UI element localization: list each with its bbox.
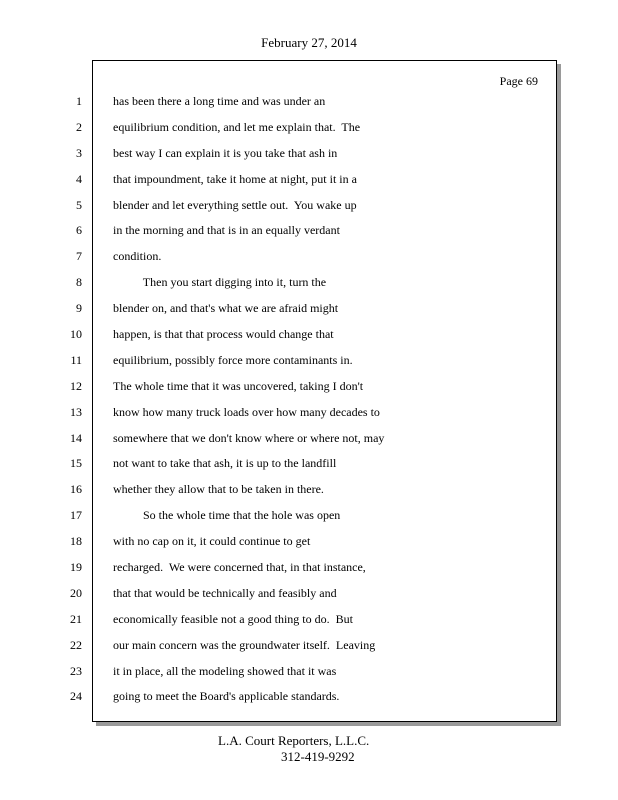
line-text: it in place, all the modeling showed that it was — [113, 663, 337, 678]
line-number: 21 — [70, 611, 82, 626]
line-text: not want to take that ash, it is up to the landfill — [113, 456, 337, 471]
line-text: somewhere that we don't know where or where not, may — [113, 430, 385, 445]
line-text: whether they allow that to be taken in there. — [113, 482, 324, 497]
transcript-line — [0, 426, 618, 452]
transcript-line — [0, 193, 618, 219]
line-number: 22 — [70, 637, 82, 652]
line-text: happen, is that that process would change that — [113, 327, 334, 342]
line-number: 11 — [70, 352, 82, 367]
line-number: 13 — [70, 404, 82, 419]
line-text: that that would be technically and feasibly and — [113, 585, 337, 600]
transcript-line — [0, 555, 618, 581]
line-number: 19 — [70, 560, 82, 575]
line-text: has been there a long time and was under an — [113, 94, 326, 108]
footer-reporter-name: L.A. Court Reporters, L.L.C. — [218, 733, 370, 748]
transcript-line — [0, 659, 618, 685]
line-number: 17 — [70, 508, 82, 523]
line-number: 23 — [70, 663, 82, 678]
transcript-line — [0, 607, 618, 633]
line-number: 12 — [70, 378, 82, 393]
line-number: 5 — [76, 197, 82, 212]
line-number: 1 — [76, 94, 82, 108]
transcript-line — [0, 89, 618, 115]
line-text: our main concern was the groundwater itself. Leaving — [113, 637, 376, 652]
transcript-line — [0, 503, 618, 529]
transcript-line — [0, 400, 618, 426]
transcript-lines — [0, 89, 618, 710]
line-number: 18 — [70, 534, 82, 549]
transcript-line — [0, 244, 618, 270]
transcript-line — [0, 167, 618, 193]
line-text: Then you start digging into it, turn the — [113, 275, 327, 290]
line-text: know how many truck loads over how many decades to — [113, 404, 380, 419]
line-number: 20 — [70, 585, 82, 600]
transcript-line — [0, 141, 618, 167]
line-text: So the whole time that the hole was open — [113, 508, 341, 523]
line-text: going to meet the Board's applicable standards. — [113, 689, 340, 704]
line-text: condition. — [113, 249, 162, 264]
line-number: 4 — [76, 171, 82, 186]
line-number: 15 — [70, 456, 82, 471]
line-text: equilibrium, possibly force more contaminants in. — [113, 352, 353, 367]
transcript-line — [0, 270, 618, 296]
transcript-line — [0, 322, 618, 348]
line-text: in the morning and that is in an equally verdant — [113, 223, 340, 238]
page-number: Page 69 — [499, 74, 538, 88]
footer-phone: 312-419-9292 — [281, 749, 355, 764]
line-number: 3 — [76, 145, 82, 160]
line-number: 2 — [76, 119, 82, 134]
header-date: February 27, 2014 — [261, 35, 357, 50]
line-text: equilibrium condition, and let me explain that. The — [113, 119, 361, 134]
transcript-line — [0, 374, 618, 400]
transcript-line — [0, 477, 618, 503]
transcript-line — [0, 115, 618, 141]
transcript-line — [0, 348, 618, 374]
line-number: 7 — [76, 249, 82, 264]
line-number: 14 — [70, 430, 82, 445]
line-text: with no cap on it, it could continue to get — [113, 534, 311, 549]
transcript-line — [0, 218, 618, 244]
transcript-line — [0, 451, 618, 477]
transcript-line — [0, 581, 618, 607]
line-text: The whole time that it was uncovered, taking I don't — [113, 378, 364, 393]
line-number: 24 — [70, 689, 82, 704]
line-text: blender and let everything settle out. You wake up — [113, 197, 357, 212]
line-number: 16 — [70, 482, 82, 497]
line-number: 10 — [70, 327, 82, 342]
line-text: best way I can explain it is you take that ash in — [113, 145, 338, 160]
line-text: that impoundment, take it home at night, put it in a — [113, 171, 357, 186]
line-number: 9 — [76, 301, 82, 316]
line-text: recharged. We were concerned that, in that instance, — [113, 560, 366, 575]
transcript-line — [0, 684, 618, 710]
transcript-line — [0, 633, 618, 659]
line-number: 8 — [76, 275, 82, 290]
line-text: economically feasible not a good thing to do. But — [113, 611, 353, 626]
transcript-line — [0, 529, 618, 555]
transcript-line — [0, 296, 618, 322]
line-number: 6 — [76, 223, 82, 238]
line-text: blender on, and that's what we are afraid might — [113, 301, 339, 316]
